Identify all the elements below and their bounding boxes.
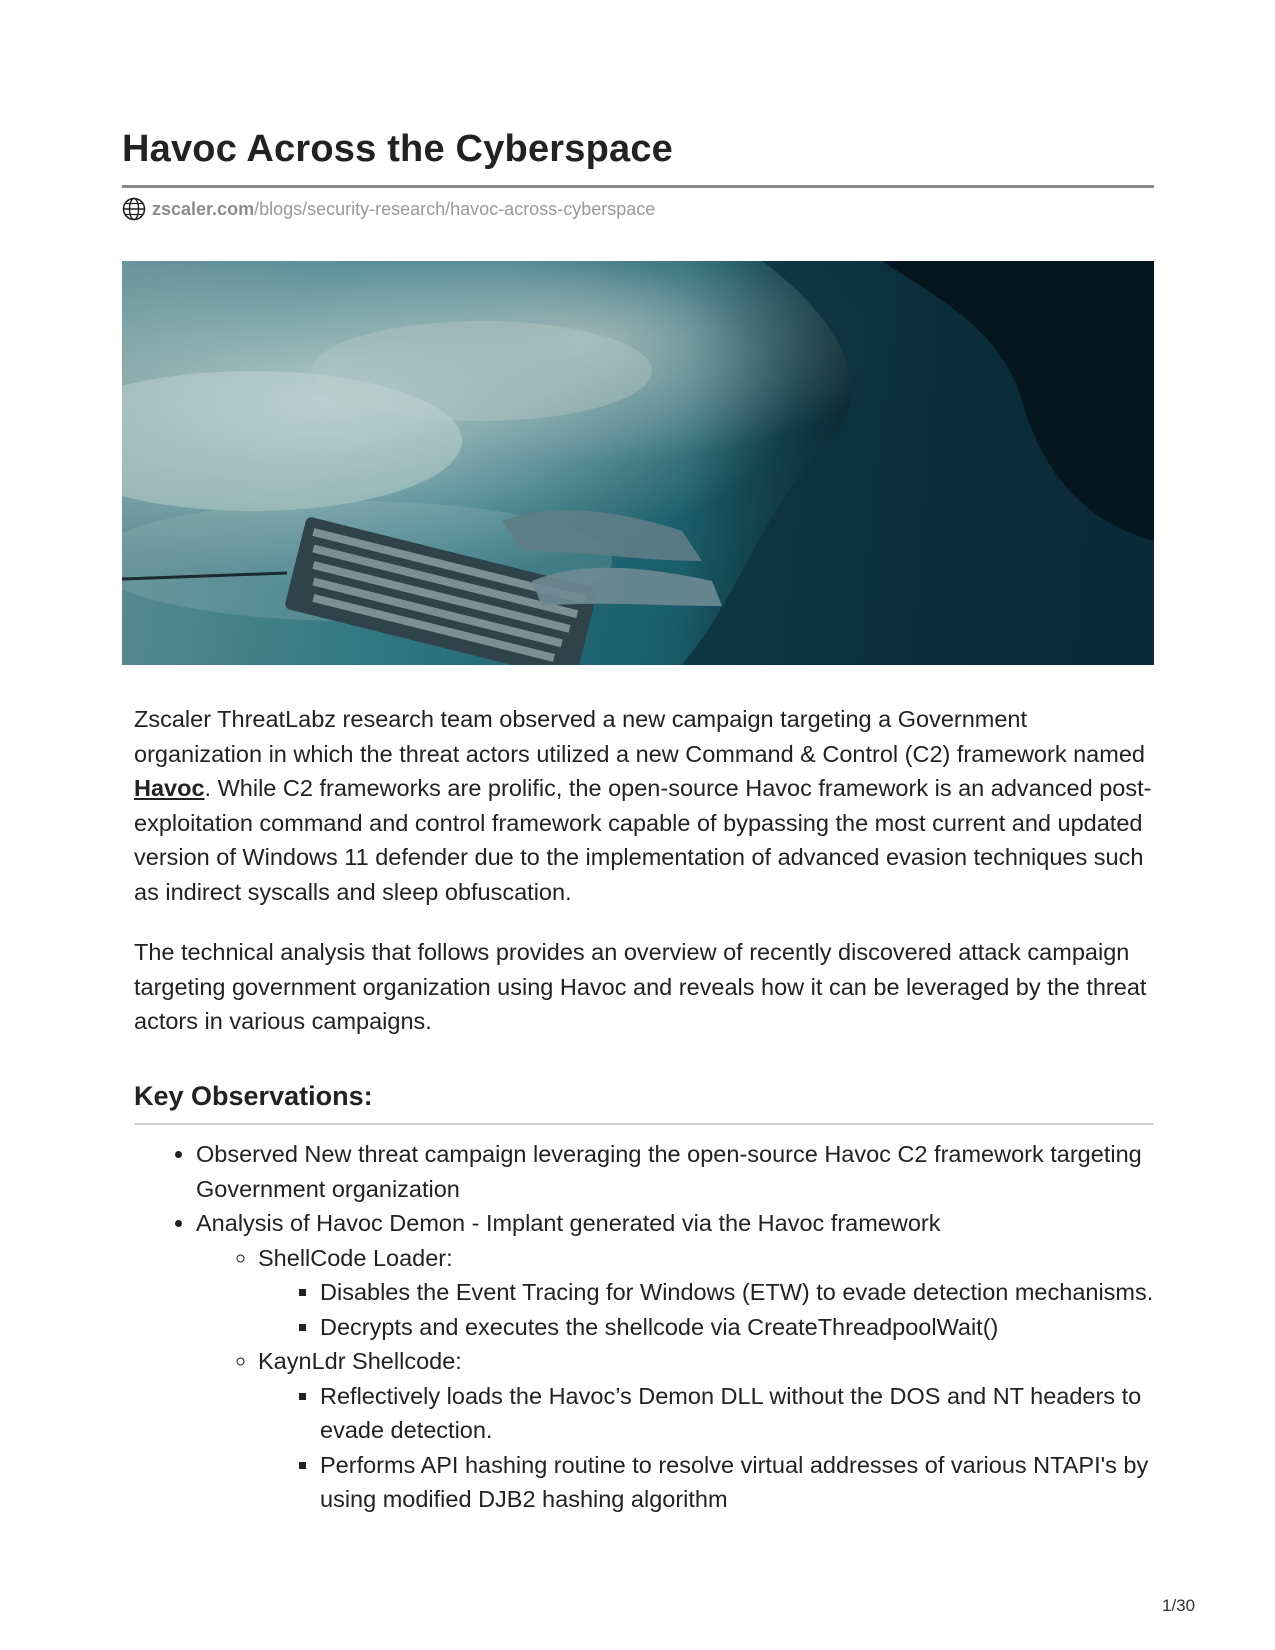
list-item-text: ShellCode Loader: [258, 1244, 453, 1271]
list-item: ▪ Disables the Event Tracing for Windows (ETW) to evade detection mechanisms. [320, 1275, 1154, 1310]
globe-icon [122, 197, 146, 221]
sub-sub-list [258, 1275, 1154, 1344]
source-domain[interactable]: zscaler.com [152, 198, 255, 219]
section-divider [134, 1123, 1154, 1125]
list-item [258, 1344, 1154, 1517]
list-item [196, 1206, 1154, 1517]
article-body [134, 702, 1154, 1517]
list-item [258, 1241, 1154, 1345]
key-observations-heading: Key Observations: [134, 1080, 373, 1111]
sub-list [196, 1241, 1154, 1517]
hacker-keyboard-photo [122, 261, 1154, 665]
sub-sub-list [258, 1379, 1154, 1517]
havoc-link[interactable]: Havoc [134, 775, 205, 801]
source-path[interactable]: /blogs/security-research/havoc-across-cyberspace [254, 198, 656, 219]
list-item: ▪ Reflectively loads the Havoc’s Demon DLL without the DOS and NT headers to evade detection. [320, 1379, 1154, 1448]
list-item: ▪ Performs API hashing routine to resolve virtual addresses of various NTAPI's by using modified DJB2 hashing algorithm [320, 1448, 1154, 1517]
source-url[interactable] [122, 197, 655, 221]
intro-paragraph-1 [134, 702, 1154, 909]
list-item-text: KaynLdr Shellcode: [258, 1348, 462, 1374]
intro-paragraph-2: The technical analysis that follows provides an overview of recently discovered attack campaign targeting government organization using Havoc and reveals how it can be leveraged by the threat actors in various campaigns. [134, 939, 1147, 1034]
intro-text: Zscaler ThreatLabz research team observed a new campaign targeting a Government organization in which the threat actors utilized a new Command & Control (C2) framework named [134, 706, 1145, 767]
intro-text: . While C2 frameworks are prolific, the open-source Havoc framework is an advanced post-exploitation command and control framework capable of bypassing the most current and updated version of Windows 11 defender due to the implementation of advanced evasion techniques such as indirect syscalls and sleep obfuscation. [134, 775, 1152, 905]
list-item: ▪ Decrypts and executes the shellcode via CreateThreadpoolWait() [320, 1310, 1154, 1345]
key-observations-list [134, 1137, 1154, 1517]
page-number: 1/30 [1162, 1596, 1196, 1615]
title-divider [122, 185, 1154, 188]
page-title: Havoc Across the Cyberspace [122, 128, 674, 170]
list-item-text: Analysis of Havoc Demon - Implant generated via the Havoc framework [196, 1210, 941, 1236]
list-item: • Observed New threat campaign leveraging the open-source Havoc C2 framework targeting Government organization [196, 1137, 1154, 1206]
hero-image [122, 261, 1154, 665]
